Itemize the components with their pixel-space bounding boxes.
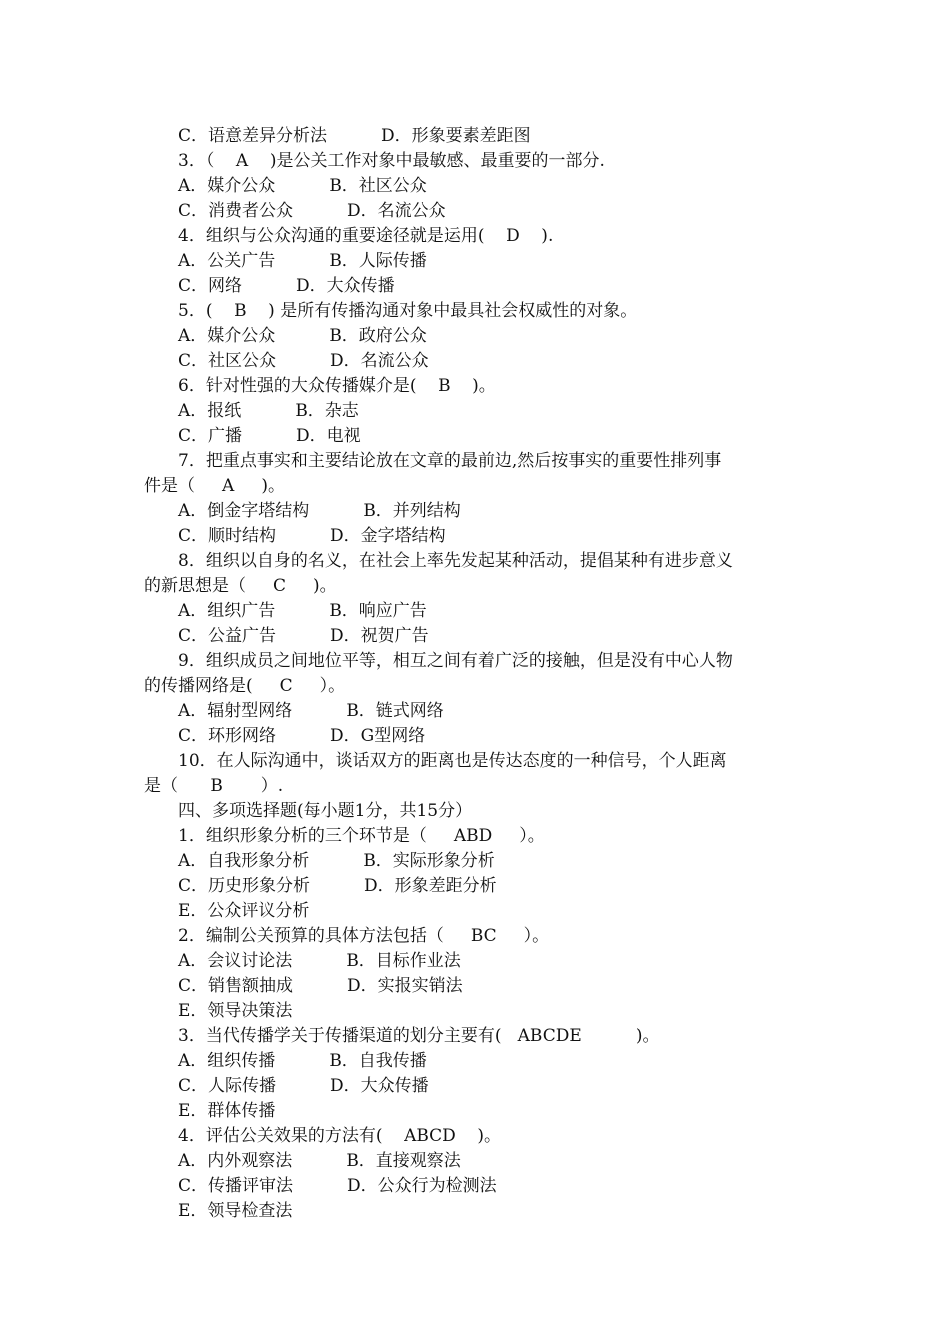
option-line: A．会议讨论法 B．目标作业法: [178, 951, 461, 971]
question-line-continued: 是（ B ）.: [144, 776, 284, 796]
question-line: 1．组织形象分析的三个环节是（ ABD ）。: [178, 826, 545, 846]
question-line: 9．组织成员之间地位平等，相互之间有着广泛的接触，但是没有中心人物: [178, 651, 733, 671]
option-line: E．群体传播: [178, 1101, 276, 1121]
section-heading: 四、多项选择题(每小题1分，共15分）: [178, 801, 473, 821]
option-line: E．公众评议分析: [178, 901, 310, 921]
option-line: C．消费者公众 D．名流公众: [178, 201, 446, 221]
option-line: C．社区公众 D．名流公众: [178, 351, 429, 371]
option-line: C．顺时结构 D．金字塔结构: [178, 526, 446, 546]
question-line: 8．组织以自身的名义，在社会上率先发起某种活动，提倡某种有进步意义: [178, 551, 733, 571]
option-line: C．传播评审法 D．公众行为检测法: [178, 1176, 497, 1196]
option-line: E．领导检查法: [178, 1201, 293, 1221]
option-line: C．网络 D．大众传播: [178, 276, 395, 296]
option-line: A．媒介公众 B．社区公众: [178, 176, 427, 196]
question-line: 2．编制公关预算的具体方法包括（ BC ）。: [178, 926, 550, 946]
question-line-continued: 的新思想是（ C )。: [144, 576, 337, 596]
option-line: A．组织广告 B．响应广告: [178, 601, 427, 621]
question-line: 7．把重点事实和主要结论放在文章的最前边,然后按事实的重要性排列事: [178, 451, 722, 471]
question-line: 4．组织与公众沟通的重要途径就是运用( D ).: [178, 226, 554, 246]
question-line-continued: 件是（ A )。: [144, 476, 285, 496]
option-line: C．销售额抽成 D．实报实销法: [178, 976, 463, 996]
option-line: A．报纸 B．杂志: [178, 401, 359, 421]
option-line: C．广播 D．电视: [178, 426, 361, 446]
question-line: 3．（ A )是公关工作对象中最敏感、最重要的一部分.: [178, 151, 605, 171]
option-line: A．媒介公众 B．政府公众: [178, 326, 427, 346]
option-line: A．辐射型网络 B．链式网络: [178, 701, 444, 721]
option-line: A．倒金字塔结构 B．并列结构: [178, 501, 461, 521]
option-line: C．公益广告 D．祝贺广告: [178, 626, 429, 646]
option-line: A．组织传播 B．自我传播: [178, 1051, 427, 1071]
option-line: A．公关广告 B．人际传播: [178, 251, 427, 271]
option-line: C．历史形象分析 D．形象差距分析: [178, 876, 497, 896]
question-line: 5．( B ) 是所有传播沟通对象中最具社会权威性的对象。: [178, 301, 638, 321]
question-line: 4．评估公关效果的方法有( ABCD )。: [178, 1126, 502, 1146]
option-line: A．内外观察法 B．直接观察法: [178, 1151, 461, 1171]
option-line: E．领导决策法: [178, 1001, 293, 1021]
question-line: 3．当代传播学关于传播渠道的划分主要有( ABCDE )。: [178, 1026, 660, 1046]
option-line: A．自我形象分析 B．实际形象分析: [178, 851, 495, 871]
question-line: 6．针对性强的大众传播媒介是( B )。: [178, 376, 496, 396]
text-line: C．语意差异分析法 D．形象要素差距图: [178, 126, 531, 146]
question-line: 10．在人际沟通中，谈话双方的距离也是传达态度的一种信号，个人距离: [178, 751, 727, 771]
option-line: C．人际传播 D．大众传播: [178, 1076, 429, 1096]
question-line-continued: 的传播网络是( C ）。: [144, 676, 346, 696]
option-line: C．环形网络 D．G型网络: [178, 726, 426, 746]
